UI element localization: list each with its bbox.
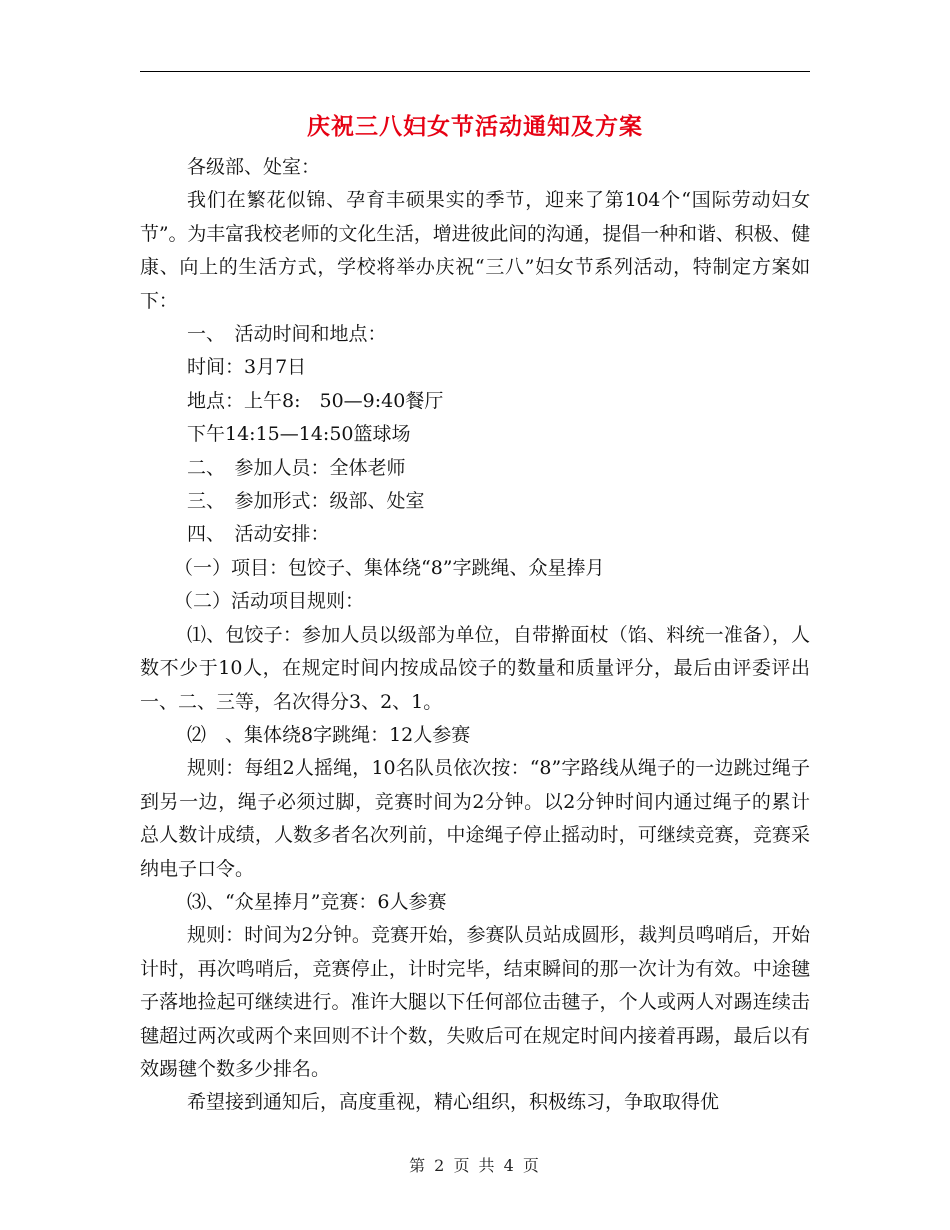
closing-line: 希望接到通知后，高度重视，精心组织，积极练习，争取取得优 [187,1091,720,1114]
salutation: 各级部、处室： [187,156,321,178]
section-arrangement: 四、 活动安排： [187,523,330,546]
rule-rope-heading: ⑵ 、集体绕8字跳绳：12人参赛 [187,723,471,746]
rule-shuttlecock-heading: ⑶、“众星捧月”竞赛：6人参赛 [187,890,447,913]
section-time-place: 一、 活动时间和地点： [187,323,387,346]
document-title: 庆祝三八妇女节活动通知及方案 [307,113,643,140]
page-number: 第 2 页 共 4 页 [409,1156,541,1175]
place-morning-line: 地点：上午8: 50—9:40餐厅 [187,389,444,412]
place-afternoon-line: 下午14:15—14:50篮球场 [187,423,411,446]
rule-rope-detail: 规则：每组2人摇绳，10名队员依次按：“8”字路线从绳子的一边跳过绳子到另一边，绳子必须过脚，竞赛时间为2分钟。以2分钟时间内通过绳子的累计总人数计成绩，人数多者名次列前，中途绳子停止摇动时，可继续竞赛，竞赛采纳电子口令。 [140,757,810,880]
intro-paragraph: 我们在繁花似锦、孕育丰硕果实的季节，迎来了第104个“国际劳动妇女节”。为丰富我校老师的文化生活，增进彼此间的沟通，提倡一种和谐、积极、健康、向上的生活方式，学校将举办庆祝“三八”妇女节系列活动，特制定方案如下： [140,189,810,312]
document-body [140,151,810,1120]
section-participants: 二、 参加人员：全体老师 [187,456,406,479]
rule-dumplings: ⑴、包饺子：参加人员以级部为单位，自带擀面杖（馅、料统一准备），人数不少于10人，在规定时间内按成品饺子的数量和质量评分，最后由评委评出一、二、三等，名次得分3、2、1。 [140,623,810,713]
projects-line: （一）项目：包饺子、集体绕“8”字跳绳、众星捧月 [174,556,605,579]
rule-shuttlecock-detail: 规则：时间为2分钟。竞赛开始，参赛队员站成圆形，裁判员鸣哨后，开始计时，再次鸣哨后，竞赛停止，计时完毕，结束瞬间的那一次计为有效。中途毽子落地捡起可继续进行。准许大腿以下任何部位击毽子，个人或两人对踢连续击毽超过两次或两个来回则不计个数，失败后可在规定时间内接着再踢，最后以有效踢毽个数多少排名。 [140,924,810,1080]
header-rule [140,71,810,72]
time-line: 时间：3月7日 [187,356,307,379]
section-format: 三、 参加形式：级部、处室 [187,490,425,513]
rules-heading: （二）活动项目规则： [174,590,365,613]
